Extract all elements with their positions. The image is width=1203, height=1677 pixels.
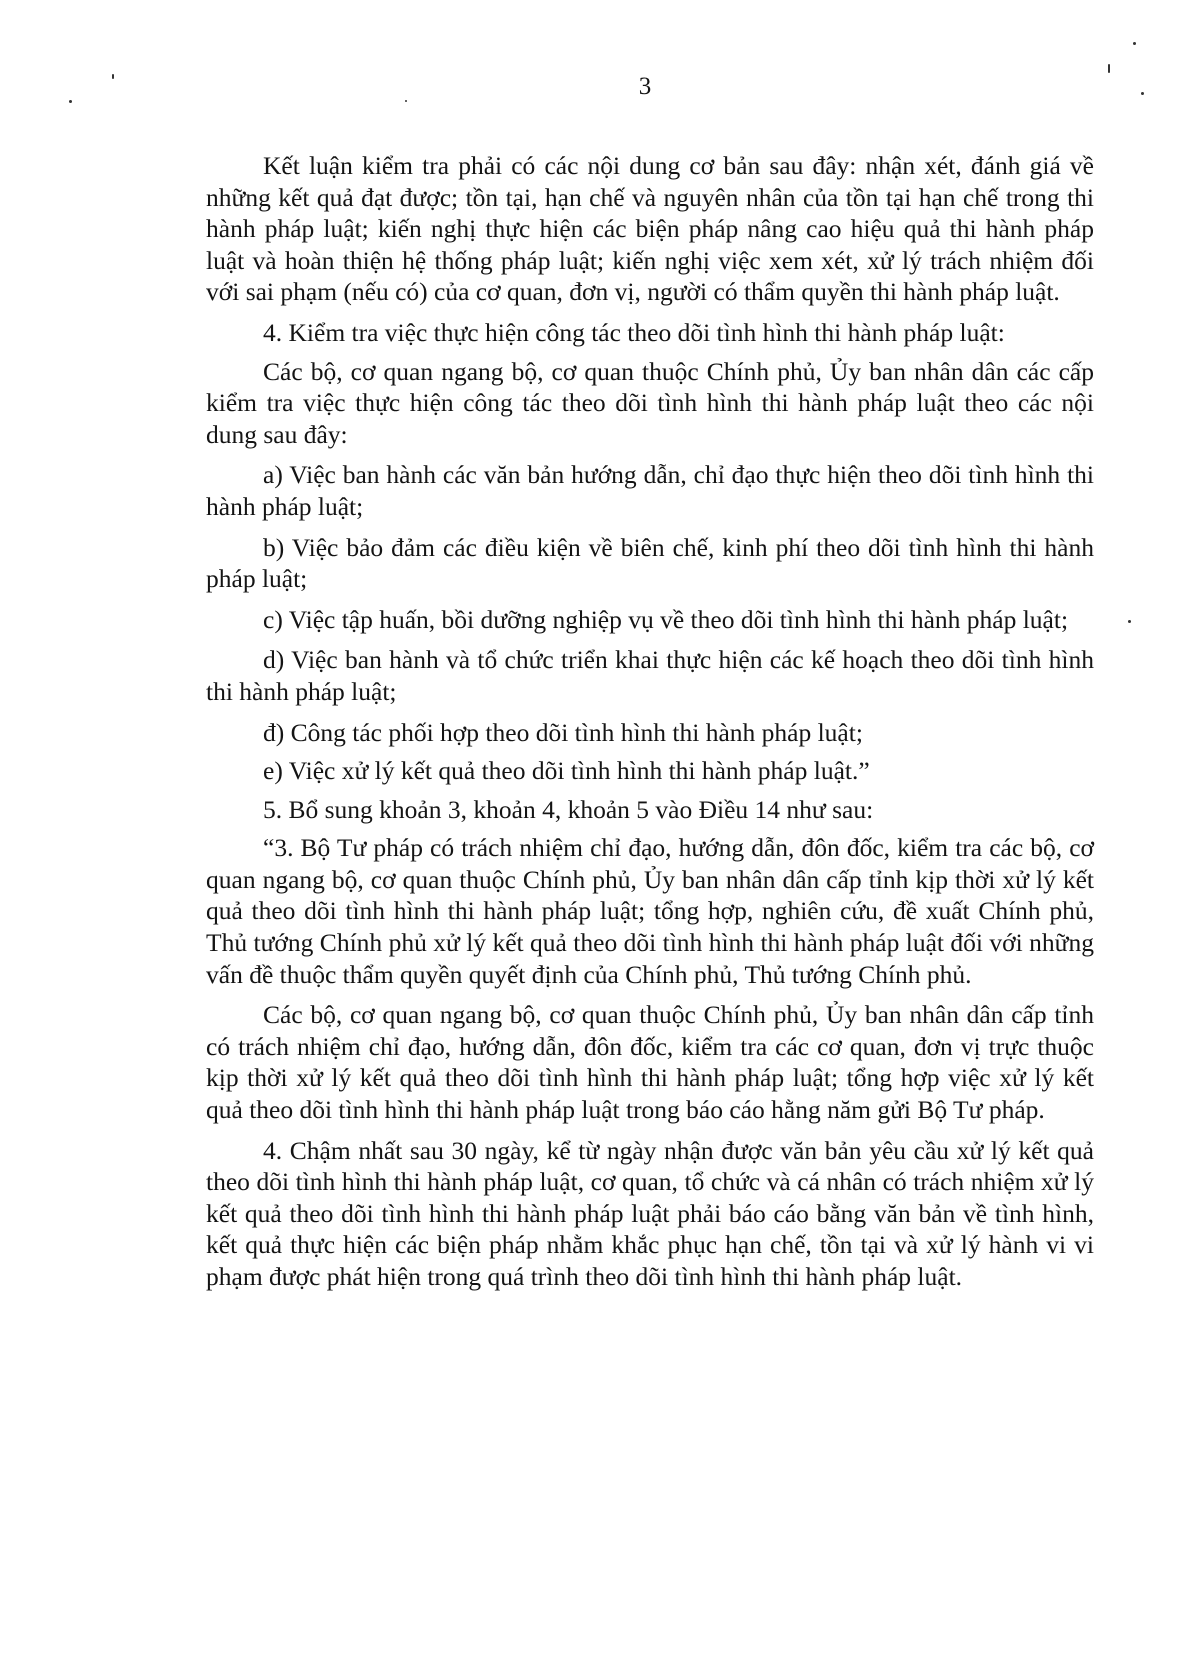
paragraph-item-5-heading: 5. Bổ sung khoản 3, khoản 4, khoản 5 vào Điều 14 như sau: (263, 794, 874, 824)
paragraph-item-e: e) Việc xử lý kết quả theo dõi tình hình thi hành pháp luật.” (263, 756, 870, 786)
paragraph-conclusion-content: Kết luận kiểm tra phải có các nội dung cơ bản sau đây: nhận xét, đánh giá về những kết quả đạt được; tồn tại, hạn chế và nguyên nhân của tồn tại hạn chế trong thi hành pháp luật; kiến nghị thực hiện các biện pháp nâng cao hiệu quả thi hành pháp luật và hoàn thiện hệ thống pháp luật; kiến nghị việc xem xét, xử lý trách nhiệm đối với sai phạm (nếu có) của cơ quan, đơn vị, người có thẩm quyền thi hành pháp luật. (206, 151, 1094, 307)
scan-speck (1128, 620, 1131, 623)
paragraph-provincial-duties: Các bộ, cơ quan ngang bộ, cơ quan thuộc Chính phủ, Ủy ban nhân dân cấp tỉnh có trách nhiệm chỉ đạo, hướng dẫn, đôn đốc, kiểm tra các cơ quan, đơn vị trực thuộc kịp thời xử lý kết quả theo dõi tình hình thi hành pháp luật; tổng hợp việc xử lý kết quả theo dõi tình hình thi hành pháp luật trong báo cáo hằng năm gửi Bộ Tư pháp. (206, 1000, 1094, 1125)
page-number: 3 (638, 73, 652, 100)
paragraph-clause-3: “3. Bộ Tư pháp có trách nhiệm chỉ đạo, hướng dẫn, đôn đốc, kiểm tra các bộ, cơ quan ngang bộ, cơ quan thuộc Chính phủ, Ủy ban nhân dân cấp tỉnh kịp thời xử lý kết quả theo dõi tình hình thi hành pháp luật; tổng hợp, nghiên cứu, đề xuất Chính phủ, Thủ tướng Chính phủ xử lý kết quả theo dõi tình hình thi hành pháp luật đối với những vấn đề thuộc thẩm quyền quyết định của Chính phủ, Thủ tướng Chính phủ. (206, 833, 1094, 989)
paragraph-item-c: c) Việc tập huấn, bồi dưỡng nghiệp vụ về theo dõi tình hình thi hành pháp luật; (263, 604, 1069, 634)
paragraph-item-dd: đ) Công tác phối hợp theo dõi tình hình thi hành pháp luật; (263, 717, 863, 747)
paragraph-clause-4: 4. Chậm nhất sau 30 ngày, kể từ ngày nhận được văn bản yêu cầu xử lý kết quả theo dõi tình hình thi hành pháp luật, cơ quan, tổ chức và cá nhân có trách nhiệm xử lý kết quả theo dõi tình hình thi hành pháp luật phải báo cáo bằng văn bản về tình hình, kết quả thực hiện các biện pháp nhằm khắc phục hạn chế, tồn tại và xử lý hành vi vi phạm được phát hiện trong quá trình theo dõi tình hình thi hành pháp luật. (206, 1135, 1094, 1291)
paragraph-item-a: a) Việc ban hành các văn bản hướng dẫn, chỉ đạo thực hiện theo dõi tình hình thi hành pháp luật; (206, 460, 1094, 521)
paragraph-item-d: d) Việc ban hành và tổ chức triển khai thực hiện các kế hoạch theo dõi tình hình thi hành pháp luật; (206, 645, 1094, 706)
paragraph-item-4-heading: 4. Kiểm tra việc thực hiện công tác theo dõi tình hình thi hành pháp luật: (263, 317, 1005, 347)
paragraph-item-b: b) Việc bảo đảm các điều kiện về biên chế, kinh phí theo dõi tình hình thi hành pháp luật; (206, 532, 1094, 594)
document-body (206, 150, 1094, 1302)
scan-speck (1133, 42, 1136, 45)
paragraph-ministries-check: Các bộ, cơ quan ngang bộ, cơ quan thuộc Chính phủ, Ủy ban nhân dân các cấp kiểm tra việc thực hiện công tác theo dõi tình hình thi hành pháp luật theo các nội dung sau đây: (206, 356, 1094, 449)
